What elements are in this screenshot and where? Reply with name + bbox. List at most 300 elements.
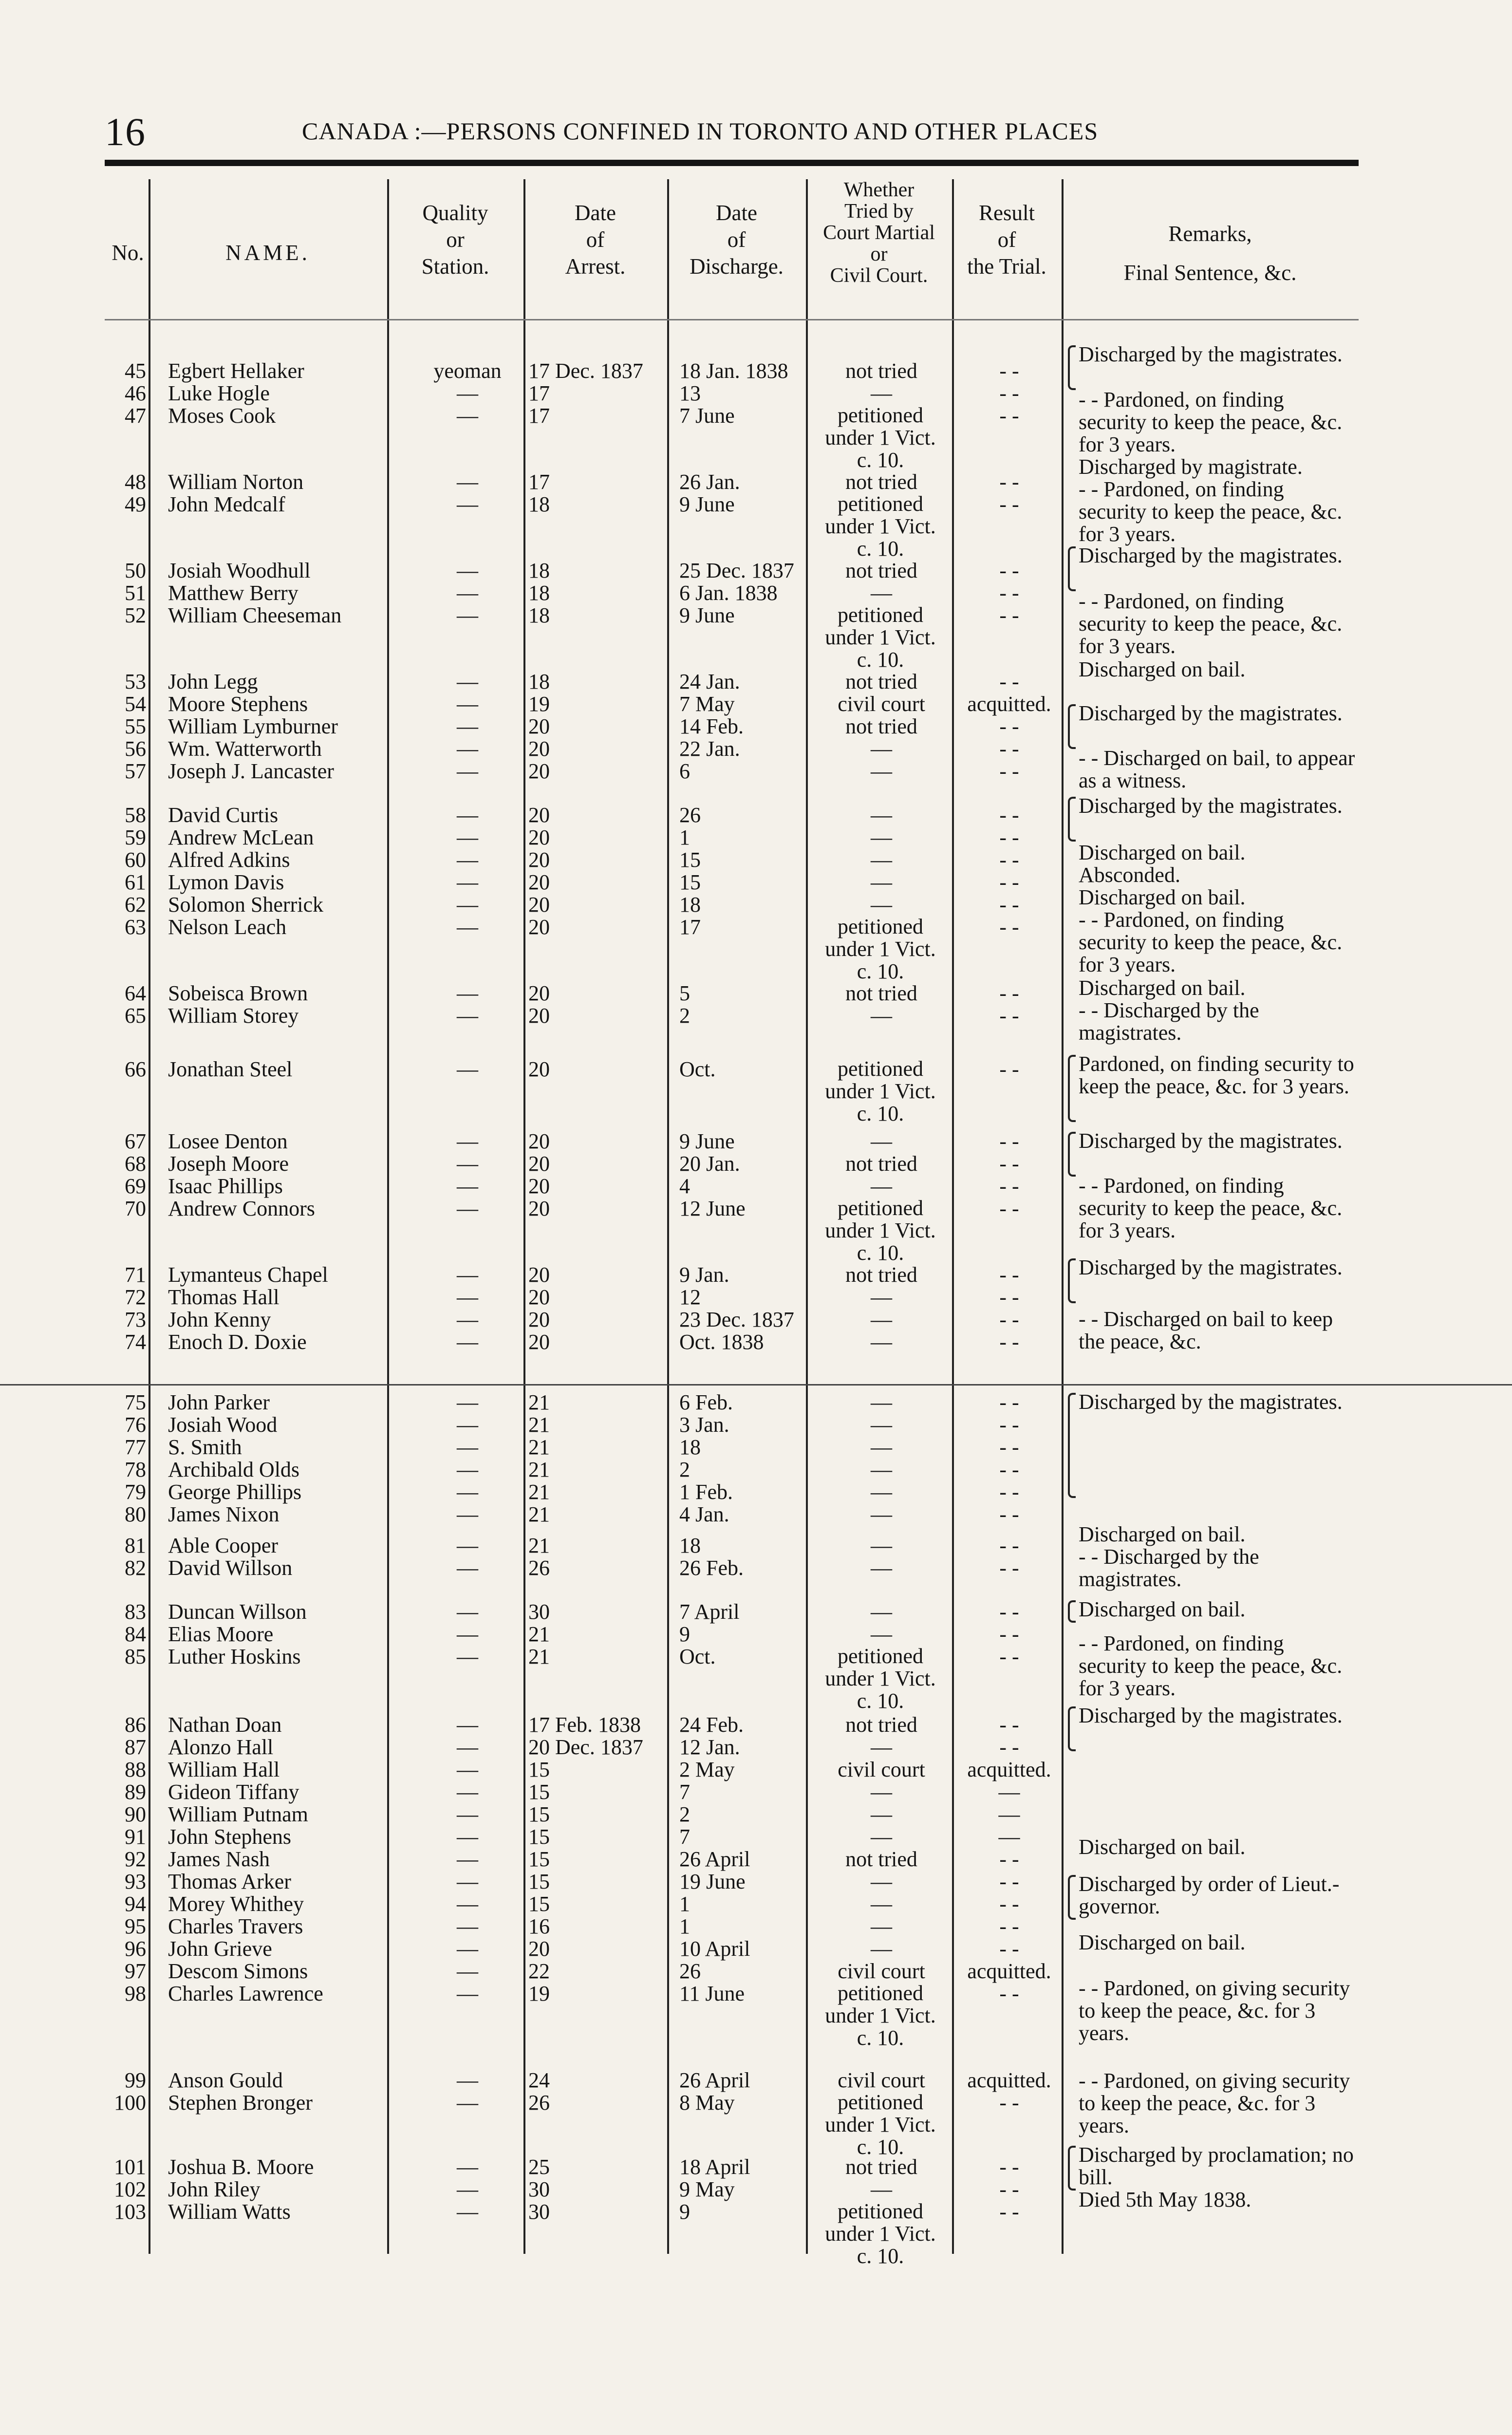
cell-arrest: 17 Feb. 1838 <box>528 1713 641 1737</box>
cell-arrest: 15 <box>528 1758 550 1781</box>
remark-entry: Discharged on bail. <box>1079 1597 1246 1621</box>
cell-arrest: 20 <box>528 848 550 872</box>
cell-tried: — <box>871 1802 892 1826</box>
cell-result: - - <box>999 1129 1019 1153</box>
cell-name: Charles Travers <box>168 1914 303 1938</box>
cell-quality: — <box>457 893 478 917</box>
cell-discharge: 7 <box>679 1825 690 1849</box>
cell-result: - - <box>999 759 1019 783</box>
cell-no: 89 <box>125 1780 146 1804</box>
cell-arrest: 15 <box>528 1847 550 1871</box>
cell-discharge: 18 <box>679 1534 701 1557</box>
cell-arrest: 20 <box>528 1174 550 1198</box>
cell-no: 70 <box>125 1197 146 1220</box>
cell-discharge: 23 Dec. 1837 <box>679 1308 794 1331</box>
cell-result: - - <box>999 1600 1019 1624</box>
cell-discharge: 5 <box>679 981 690 1005</box>
cell-arrest: 18 <box>528 559 550 582</box>
cell-discharge: Oct. <box>679 1645 716 1668</box>
header-tried: Whether Tried by Court Martial or Civil Court. <box>823 179 935 287</box>
cell-name: John Stephens <box>168 1825 291 1849</box>
cell-result: - - <box>999 1413 1019 1437</box>
cell-quality: — <box>457 1152 478 1176</box>
cell-tried: — <box>871 1600 892 1624</box>
cell-name: William Cheeseman <box>168 603 342 627</box>
cell-discharge: 9 May <box>679 2177 735 2201</box>
cell-no: 85 <box>125 1645 146 1668</box>
cell-arrest: 24 <box>528 2068 550 2092</box>
cell-tried: civil court <box>838 2068 925 2092</box>
cell-arrest: 21 <box>528 1390 550 1414</box>
table-row <box>0 1503 1512 1526</box>
cell-quality: — <box>457 1534 478 1557</box>
cell-discharge: 9 June <box>679 1129 735 1153</box>
cell-tried: — <box>871 737 892 761</box>
cell-tried: petitioned under 1 Vict. c. 10. <box>825 1644 936 1713</box>
cell-arrest: 21 <box>528 1534 550 1557</box>
cell-tried: not tried <box>845 714 917 738</box>
cell-quality: — <box>457 2200 478 2224</box>
cell-quality: — <box>457 1758 478 1781</box>
cell-name: Josiah Woodhull <box>168 559 311 582</box>
cell-tried: — <box>871 848 892 872</box>
cell-result: - - <box>999 1914 1019 1938</box>
cell-tried: petitioned under 1 Vict. c. 10. <box>825 2199 936 2268</box>
cell-tried: — <box>871 1174 892 1198</box>
cell-tried: petitioned under 1 Vict. c. 10. <box>825 1196 936 1265</box>
page-number: 16 <box>105 110 146 154</box>
cell-name: Joseph Moore <box>168 1152 289 1176</box>
cell-quality: — <box>457 1390 478 1414</box>
cell-no: 90 <box>125 1802 146 1826</box>
cell-quality: — <box>457 470 478 494</box>
page-fold-line <box>0 1384 1512 1386</box>
cell-quality: — <box>457 848 478 872</box>
cell-discharge: 15 <box>679 848 701 872</box>
cell-no: 87 <box>125 1735 146 1759</box>
cell-no: 56 <box>125 737 146 761</box>
cell-no: 84 <box>125 1622 146 1646</box>
cell-no: 57 <box>125 759 146 783</box>
grouping-brace <box>1068 1258 1076 1303</box>
cell-discharge: 7 June <box>679 404 735 428</box>
cell-quality: — <box>457 1480 478 1504</box>
cell-name: Gideon Tiffany <box>168 1780 299 1804</box>
table-row <box>0 1736 1512 1759</box>
cell-arrest: 20 <box>528 1285 550 1309</box>
cell-tried: — <box>871 1825 892 1849</box>
cell-tried: — <box>871 870 892 894</box>
cell-no: 79 <box>125 1480 146 1504</box>
cell-arrest: 20 <box>528 1330 550 1354</box>
cell-no: 82 <box>125 1556 146 1580</box>
cell-discharge: 18 Jan. 1838 <box>679 359 788 383</box>
cell-arrest: 17 <box>528 470 550 494</box>
cell-result: - - <box>999 1534 1019 1557</box>
cell-name: Able Cooper <box>168 1534 279 1557</box>
cell-tried: — <box>871 1914 892 1938</box>
cell-name: David Curtis <box>168 803 279 827</box>
cell-arrest: 16 <box>528 1914 550 1938</box>
cell-result: - - <box>999 1390 1019 1414</box>
cell-arrest: 20 <box>528 737 550 761</box>
remark-entry: Discharged on bail. <box>1079 841 1246 864</box>
cell-arrest: 19 <box>528 692 550 716</box>
cell-result: — <box>998 1780 1020 1804</box>
cell-name: Matthew Berry <box>168 581 299 605</box>
cell-arrest: 20 <box>528 759 550 783</box>
grouping-brace <box>1068 345 1076 390</box>
cell-no: 101 <box>114 2155 146 2179</box>
cell-name: Moses Cook <box>168 404 276 428</box>
cell-no: 77 <box>125 1435 146 1459</box>
cell-quality: — <box>457 1004 478 1028</box>
cell-tried: — <box>871 1413 892 1437</box>
cell-result: - - <box>999 1435 1019 1459</box>
cell-result: - - <box>999 1892 1019 1916</box>
cell-result: - - <box>999 1285 1019 1309</box>
cell-arrest: 20 Dec. 1837 <box>528 1735 643 1759</box>
cell-tried: — <box>871 1308 892 1331</box>
remark-entry: - - Discharged on bail, to appear as a witness. <box>1079 746 1355 792</box>
cell-discharge: 8 May <box>679 2091 735 2115</box>
grouping-brace <box>1068 704 1076 749</box>
cell-result: - - <box>999 737 1019 761</box>
cell-name: John Legg <box>168 670 258 693</box>
cell-name: Nelson Leach <box>168 915 287 939</box>
table-row <box>0 1286 1512 1309</box>
remark-entry: Discharged by the magistrates. <box>1079 1255 1343 1279</box>
remark-entry: - - Discharged on bail to keep the peace, &c. <box>1079 1307 1333 1353</box>
cell-arrest: 20 <box>528 825 550 849</box>
cell-quality: — <box>457 1735 478 1759</box>
cell-result: acquitted. <box>967 692 1051 716</box>
cell-discharge: 4 <box>679 1174 690 1198</box>
cell-quality: — <box>457 1263 478 1287</box>
cell-no: 49 <box>125 492 146 516</box>
cell-quality: — <box>457 1914 478 1938</box>
cell-name: Josiah Wood <box>168 1413 278 1437</box>
cell-discharge: 18 <box>679 1435 701 1459</box>
cell-no: 52 <box>125 603 146 627</box>
cell-quality: — <box>457 603 478 627</box>
cell-arrest: 19 <box>528 1982 550 2005</box>
cell-quality: — <box>457 581 478 605</box>
cell-result: - - <box>999 848 1019 872</box>
cell-quality: — <box>457 1129 478 1153</box>
cell-result: - - <box>999 1937 1019 1961</box>
cell-quality: — <box>457 492 478 516</box>
cell-no: 93 <box>125 1870 146 1893</box>
cell-arrest: 21 <box>528 1622 550 1646</box>
table-row <box>0 1803 1512 1826</box>
cell-tried: — <box>871 1480 892 1504</box>
remark-entry: - - Pardoned, on finding security to keep the peace, &c. for 3 years. <box>1079 1174 1343 1242</box>
cell-result: - - <box>999 2177 1019 2201</box>
remark-entry: Discharged by the magistrates. <box>1079 1704 1343 1727</box>
cell-no: 81 <box>125 1534 146 1557</box>
cell-quality: yeoman <box>433 359 502 383</box>
cell-no: 48 <box>125 470 146 494</box>
table-row <box>0 1780 1512 1804</box>
cell-discharge: 7 April <box>679 1600 740 1624</box>
cell-no: 45 <box>125 359 146 383</box>
cell-no: 59 <box>125 825 146 849</box>
cell-tried: — <box>871 381 892 405</box>
cell-arrest: 21 <box>528 1458 550 1481</box>
cell-no: 61 <box>125 870 146 894</box>
cell-tried: — <box>871 1390 892 1414</box>
remark-entry: Discharged on bail. <box>1079 1522 1246 1546</box>
cell-name: Luther Hoskins <box>168 1645 301 1668</box>
cell-tried: — <box>871 1004 892 1028</box>
cell-quality: — <box>457 759 478 783</box>
cell-discharge: 10 April <box>679 1937 750 1961</box>
cell-discharge: 1 <box>679 1892 690 1916</box>
cell-quality: — <box>457 803 478 827</box>
remark-entry: Discharged on bail. <box>1079 1835 1246 1859</box>
table-row <box>0 1458 1512 1481</box>
cell-tried: not tried <box>845 470 917 494</box>
running-title: CANADA :—PERSONS CONFINED IN TORONTO AND OTHER PLACES <box>302 117 1099 145</box>
cell-name: William Storey <box>168 1004 299 1028</box>
cell-discharge: 18 <box>679 893 701 917</box>
cell-discharge: 12 Jan. <box>679 1735 740 1759</box>
cell-no: 51 <box>125 581 146 605</box>
cell-discharge: 20 Jan. <box>679 1152 740 1176</box>
cell-no: 94 <box>125 1892 146 1916</box>
remark-entry: Discharged by the magistrates. <box>1079 543 1343 567</box>
cell-result: - - <box>999 981 1019 1005</box>
cell-arrest: 17 <box>528 404 550 428</box>
cell-tried: — <box>871 1780 892 1804</box>
cell-tried: civil court <box>838 1959 925 1983</box>
cell-name: Alonzo Hall <box>168 1735 274 1759</box>
grouping-brace <box>1068 797 1076 842</box>
cell-discharge: 6 Jan. 1838 <box>679 581 778 605</box>
cell-tried: petitioned under 1 Vict. c. 10. <box>825 1057 936 1125</box>
cell-name: Anson Gould <box>168 2068 283 2092</box>
cell-arrest: 18 <box>528 603 550 627</box>
cell-name: Losee Denton <box>168 1129 288 1153</box>
cell-no: 75 <box>125 1390 146 1414</box>
cell-result: - - <box>999 1308 1019 1331</box>
cell-result: - - <box>999 381 1019 405</box>
cell-tried: — <box>871 1330 892 1354</box>
cell-name: Stephen Bronger <box>168 2091 313 2115</box>
cell-discharge: 1 <box>679 1914 690 1938</box>
cell-quality: — <box>457 1780 478 1804</box>
remark-entry: Discharged by the magistrates. <box>1079 701 1343 725</box>
cell-quality: — <box>457 1413 478 1437</box>
cell-quality: — <box>457 1959 478 1983</box>
cell-no: 76 <box>125 1413 146 1437</box>
cell-name: Joseph J. Lancaster <box>168 759 334 783</box>
cell-arrest: 18 <box>528 492 550 516</box>
table-row <box>0 1152 1512 1176</box>
cell-discharge: Oct. 1838 <box>679 1330 764 1354</box>
remark-entry: Discharged by the magistrates. <box>1079 1390 1343 1414</box>
remark-entry: Discharged by the magistrates. <box>1079 794 1343 818</box>
cell-quality: — <box>457 981 478 1005</box>
cell-quality: — <box>457 1600 478 1624</box>
cell-discharge: 3 Jan. <box>679 1413 729 1437</box>
cell-no: 86 <box>125 1713 146 1737</box>
cell-tried: — <box>871 1735 892 1759</box>
cell-arrest: 18 <box>528 670 550 693</box>
remark-entry: - - Discharged by the magistrates. <box>1079 1545 1259 1591</box>
cell-quality: — <box>457 404 478 428</box>
cell-arrest: 21 <box>528 1502 550 1526</box>
cell-discharge: 9 <box>679 1622 690 1646</box>
cell-result: - - <box>999 1057 1019 1081</box>
cell-tried: not tried <box>845 1263 917 1287</box>
cell-result: - - <box>999 581 1019 605</box>
cell-discharge: 2 <box>679 1004 690 1028</box>
cell-result: acquitted. <box>967 1758 1051 1781</box>
cell-name: Alfred Adkins <box>168 848 290 872</box>
cell-name: William Lymburner <box>168 714 338 738</box>
grouping-brace <box>1068 1875 1076 1920</box>
cell-quality: — <box>457 714 478 738</box>
cell-tried: not tried <box>845 1847 917 1871</box>
remark-entry: - - Pardoned, on finding security to keep the peace, &c. for 3 years. <box>1079 477 1343 546</box>
cell-result: - - <box>999 1847 1019 1871</box>
header-arrest: Date of Arrest. <box>565 201 626 279</box>
cell-name: John Medcalf <box>168 492 285 516</box>
cell-quality: — <box>457 1330 478 1354</box>
cell-quality: — <box>457 1308 478 1331</box>
cell-tried: petitioned under 1 Vict. c. 10. <box>825 603 936 672</box>
cell-arrest: 20 <box>528 1937 550 1961</box>
cell-tried: petitioned under 1 Vict. c. 10. <box>825 403 936 472</box>
cell-discharge: 6 Feb. <box>679 1390 733 1414</box>
cell-quality: — <box>457 737 478 761</box>
cell-name: Solomon Sherrick <box>168 893 323 917</box>
cell-quality: — <box>457 1870 478 1893</box>
cell-result: - - <box>999 1480 1019 1504</box>
cell-result: acquitted. <box>967 1959 1051 1983</box>
grouping-brace <box>1068 1055 1076 1122</box>
cell-discharge: 26 April <box>679 1847 750 1871</box>
cell-no: 97 <box>125 1959 146 1983</box>
cell-quality: — <box>457 1937 478 1961</box>
cell-tried: — <box>871 803 892 827</box>
cell-no: 54 <box>125 692 146 716</box>
remark-entry: Discharged by magistrate. <box>1079 455 1303 479</box>
cell-quality: — <box>457 1502 478 1526</box>
cell-discharge: 15 <box>679 870 701 894</box>
cell-discharge: 25 Dec. 1837 <box>679 559 794 582</box>
header-no: No. <box>112 241 144 265</box>
cell-no: 74 <box>125 1330 146 1354</box>
header-result: Result of the Trial. <box>967 201 1046 279</box>
cell-tried: civil court <box>838 1758 925 1781</box>
cell-tried: not tried <box>845 1152 917 1176</box>
cell-name: James Nixon <box>168 1502 280 1526</box>
cell-discharge: 26 April <box>679 2068 750 2092</box>
cell-quality: — <box>457 1174 478 1198</box>
cell-name: James Nash <box>168 1847 270 1871</box>
cell-no: 78 <box>125 1458 146 1481</box>
cell-name: Lymon Davis <box>168 870 284 894</box>
cell-discharge: 17 <box>679 915 701 939</box>
cell-discharge: 6 <box>679 759 690 783</box>
remark-entry: - - Pardoned, on giving security to keep the peace, &c. for 3 years. <box>1079 1976 1350 2045</box>
cell-arrest: 26 <box>528 1556 550 1580</box>
cell-discharge: 7 <box>679 1780 690 1804</box>
cell-name: Joshua B. Moore <box>168 2155 314 2179</box>
cell-quality: — <box>457 381 478 405</box>
cell-tried: — <box>871 759 892 783</box>
cell-arrest: 26 <box>528 2091 550 2115</box>
cell-arrest: 30 <box>528 2200 550 2224</box>
cell-result: - - <box>999 470 1019 494</box>
cell-arrest: 15 <box>528 1802 550 1826</box>
cell-tried: civil court <box>838 692 925 716</box>
cell-result: - - <box>999 670 1019 693</box>
cell-tried: — <box>871 1502 892 1526</box>
cell-arrest: 15 <box>528 1870 550 1893</box>
cell-result: - - <box>999 1263 1019 1287</box>
cell-discharge: 9 June <box>679 603 735 627</box>
cell-arrest: 22 <box>528 1959 550 1983</box>
remark-entry: Discharged on bail. <box>1079 1930 1246 1954</box>
cell-arrest: 20 <box>528 803 550 827</box>
cell-quality: — <box>457 1057 478 1081</box>
cell-discharge: 24 Feb. <box>679 1713 744 1737</box>
cell-arrest: 20 <box>528 893 550 917</box>
cell-arrest: 20 <box>528 915 550 939</box>
cell-discharge: 26 <box>679 1959 701 1983</box>
cell-quality: — <box>457 1892 478 1916</box>
cell-tried: — <box>871 1129 892 1153</box>
cell-quality: — <box>457 915 478 939</box>
cell-arrest: 20 <box>528 1197 550 1220</box>
cell-discharge: 2 <box>679 1458 690 1481</box>
cell-tried: not tried <box>845 2155 917 2179</box>
cell-quality: — <box>457 870 478 894</box>
cell-name: Archibald Olds <box>168 1458 300 1481</box>
cell-tried: — <box>871 825 892 849</box>
cell-arrest: 20 <box>528 981 550 1005</box>
cell-result: - - <box>999 1458 1019 1481</box>
cell-tried: — <box>871 1556 892 1580</box>
cell-quality: — <box>457 1435 478 1459</box>
cell-quality: — <box>457 1713 478 1737</box>
cell-name: Andrew McLean <box>168 825 314 849</box>
cell-tried: — <box>871 1458 892 1481</box>
cell-result: - - <box>999 1622 1019 1646</box>
cell-result: - - <box>999 1502 1019 1526</box>
cell-no: 80 <box>125 1502 146 1526</box>
cell-arrest: 20 <box>528 1004 550 1028</box>
cell-tried: — <box>871 893 892 917</box>
cell-arrest: 17 Dec. 1837 <box>528 359 643 383</box>
cell-discharge: 26 <box>679 803 701 827</box>
cell-quality: — <box>457 1982 478 2005</box>
cell-result: acquitted. <box>967 2068 1051 2092</box>
cell-no: 68 <box>125 1152 146 1176</box>
cell-quality: — <box>457 1847 478 1871</box>
grouping-brace <box>1068 1132 1076 1177</box>
cell-discharge: 13 <box>679 381 701 405</box>
cell-name: Isaac Phillips <box>168 1174 283 1198</box>
remark-entry: Discharged by the magistrates. <box>1079 342 1343 366</box>
cell-result: - - <box>999 2091 1019 2115</box>
cell-no: 60 <box>125 848 146 872</box>
cell-no: 91 <box>125 1825 146 1849</box>
